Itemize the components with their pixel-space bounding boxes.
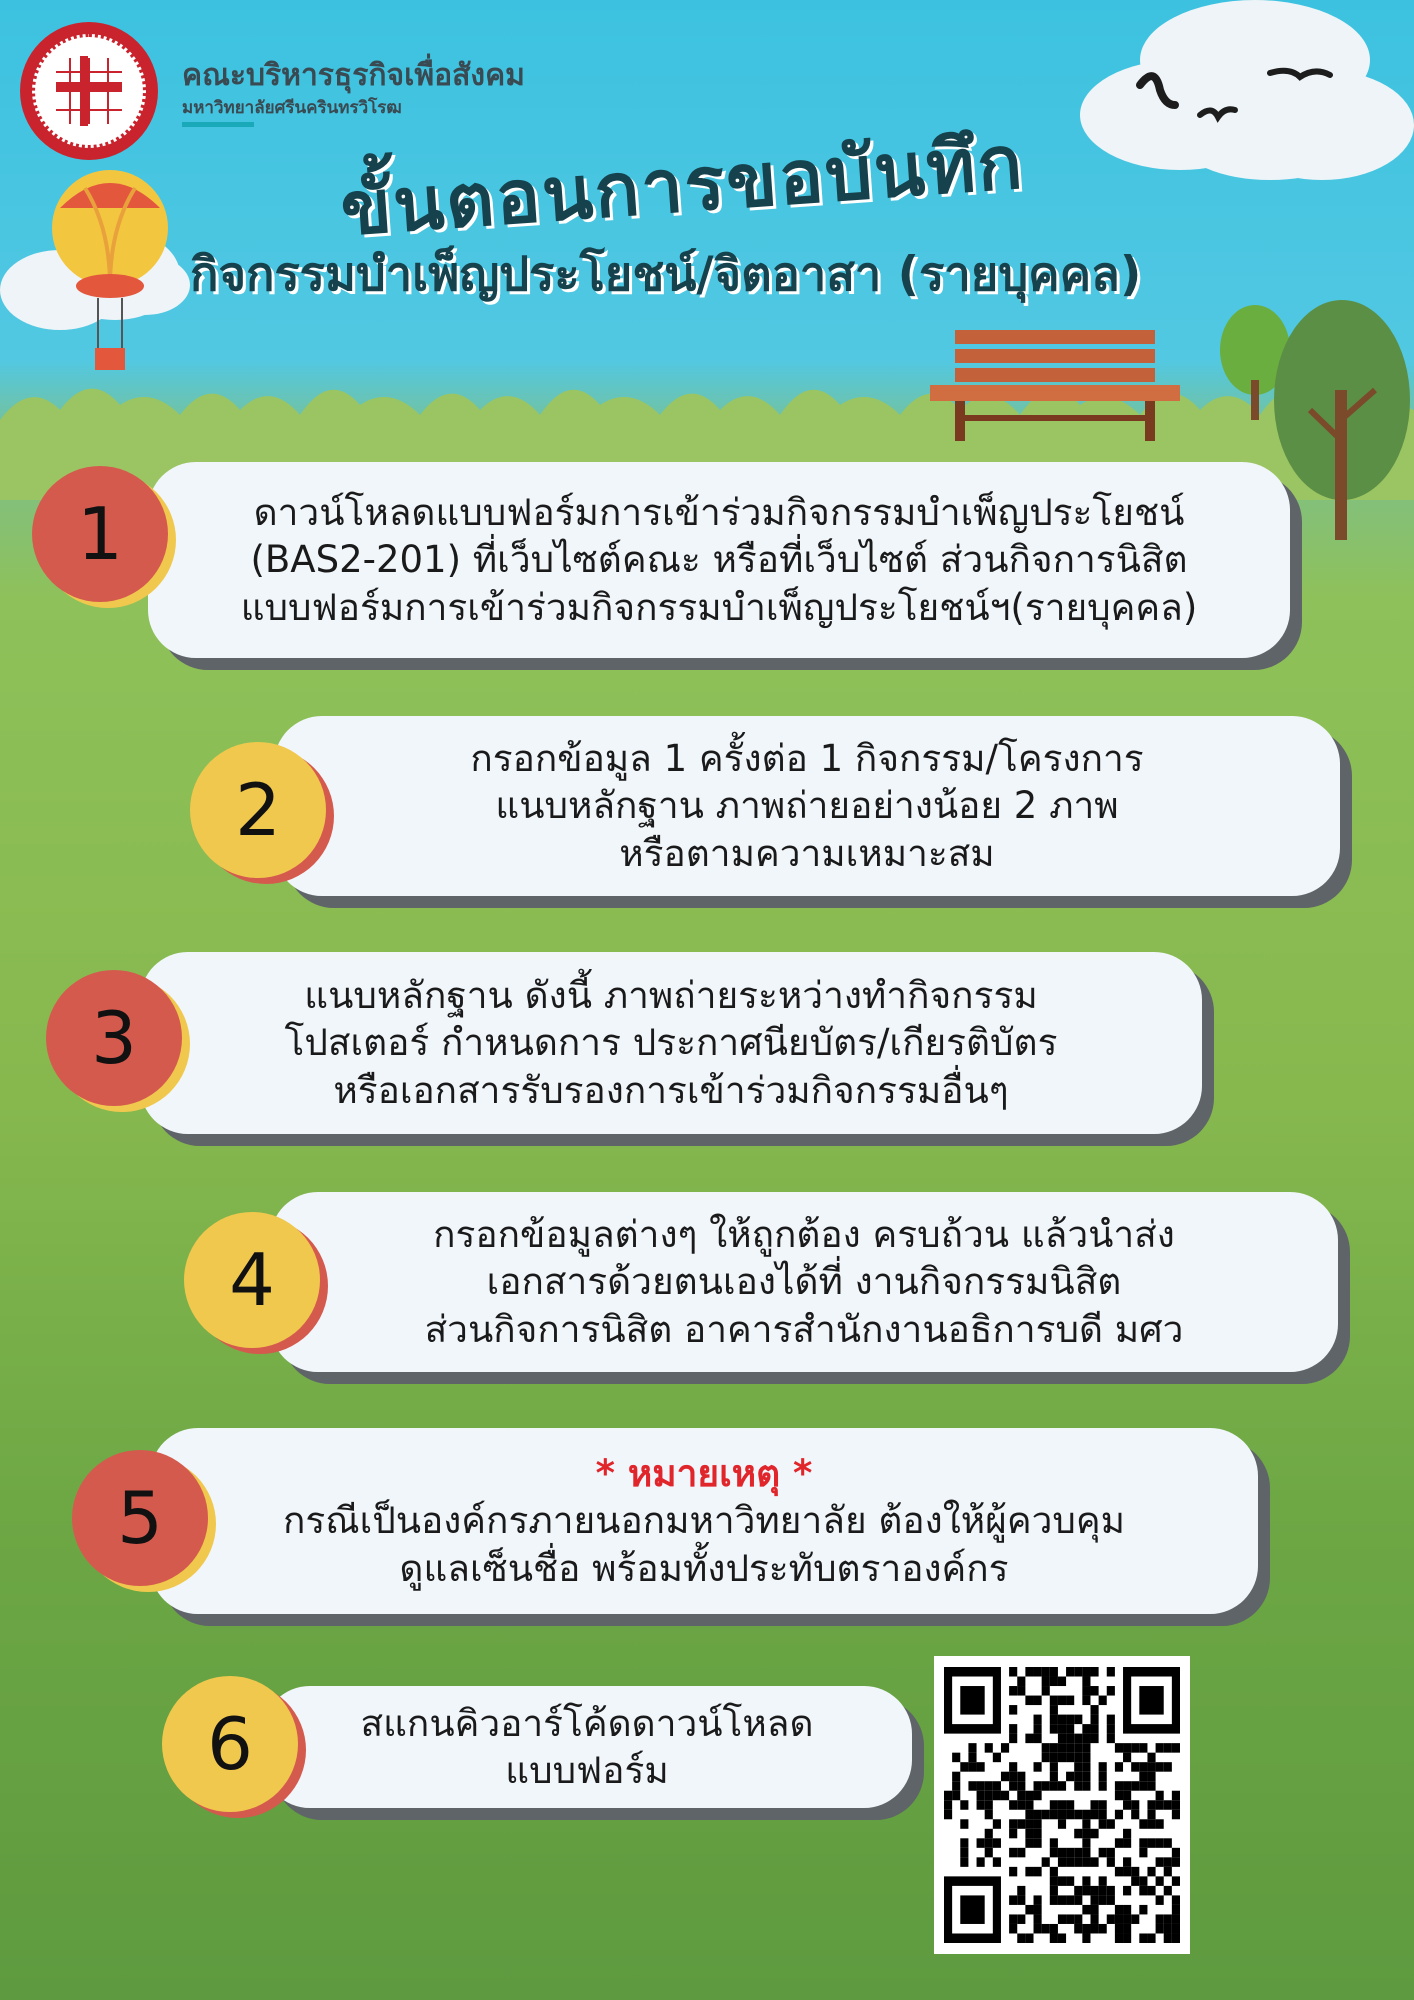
step-text-line: ดาวน์โหลดแบบฟอร์มการเข้าร่วมกิจกรรมบำเพ็ญประโยชน์	[253, 490, 1185, 534]
step-3-number: 3	[46, 970, 182, 1106]
step-6-card	[262, 1686, 912, 1808]
step-text-line: กรณีเป็นองค์กรภายนอกมหาวิทยาลัย ต้องให้ผู้ควบคุม	[282, 1499, 1125, 1543]
page-subtitle: กิจกรรมบำเพ็ญประโยชน์/จิตอาสา (รายบุคคล)	[190, 247, 1142, 302]
balloon-icon	[40, 168, 180, 378]
step-6-number: 6	[162, 1676, 298, 1812]
birds-icon	[1130, 55, 1340, 135]
step-1-card	[148, 462, 1290, 658]
step-text-line: แบบฟอร์ม	[505, 1749, 669, 1792]
step-text-line: (BAS2-201) ที่เว็บไซต์คณะ หรือที่เว็บไซต์ ส่วนกิจการนิสิต	[250, 538, 1188, 582]
step-text-line: หรือเอกสารรับรองการเข้าร่วมกิจกรรมอื่นๆ	[333, 1068, 1009, 1112]
step-text-line: กรอกข้อมูลต่างๆ ให้ถูกต้อง ครบถ้วน แล้วนำส่ง	[433, 1212, 1175, 1256]
step-5-number: 5	[72, 1450, 208, 1586]
logo-icon	[20, 22, 158, 160]
faculty-name: คณะบริหารธุรกิจเพื่อสังคม	[182, 58, 525, 93]
step-2-card	[274, 716, 1340, 896]
header-underline	[182, 122, 254, 127]
step-2-number: 2	[190, 742, 326, 878]
step-text-line: ส่วนกิจการนิสิต อาคารสำนักงานอธิการบดี มศว	[424, 1307, 1184, 1351]
page-title: ขั้นตอนการขอบันทึก	[337, 119, 1027, 253]
step-text-line: กรอกข้อมูล 1 ครั้งต่อ 1 กิจกรรม/โครงการ	[470, 736, 1144, 780]
step-text-line: แนบหลักฐาน ภาพถ่ายอย่างน้อย 2 ภาพ	[495, 784, 1119, 828]
step-4-number: 4	[184, 1212, 320, 1348]
university-name: มหาวิทยาลัยศรีนครินทรวิโรฒ	[182, 98, 402, 118]
step-text-line: แบบฟอร์มการเข้าร่วมกิจกรรมบำเพ็ญประโยชน์ฯ(รายบุคคล)	[240, 585, 1198, 629]
qr-code[interactable]	[934, 1656, 1190, 1954]
step-text-line: เอกสารด้วยตนเองได้ที่ งานกิจกรรมนิสิต	[486, 1260, 1122, 1304]
step-text-line: ดูแลเซ็นชื่อ พร้อมทั้งประทับตราองค์กร	[399, 1546, 1009, 1590]
step-text-line: โปสเตอร์ กำหนดการ ประกาศนียบัตร/เกียรติบัตร	[284, 1021, 1058, 1065]
step-text-line: สแกนคิวอาร์โค้ดดาวน์โหลด	[360, 1701, 814, 1745]
bench-icon	[930, 325, 1180, 445]
step-4-card	[270, 1192, 1338, 1372]
step-5-card	[150, 1428, 1258, 1614]
step-3-card	[140, 952, 1202, 1134]
step-text-line: หรือตามความเหมาะสม	[619, 831, 995, 875]
step-text-line: แนบหลักฐาน ดังนี้ ภาพถ่ายระหว่างทำกิจกรรม	[304, 973, 1038, 1017]
tree-icon	[1270, 300, 1414, 540]
step-1-number: 1	[32, 466, 168, 602]
note-label: * หมายเหตุ *	[595, 1451, 813, 1495]
